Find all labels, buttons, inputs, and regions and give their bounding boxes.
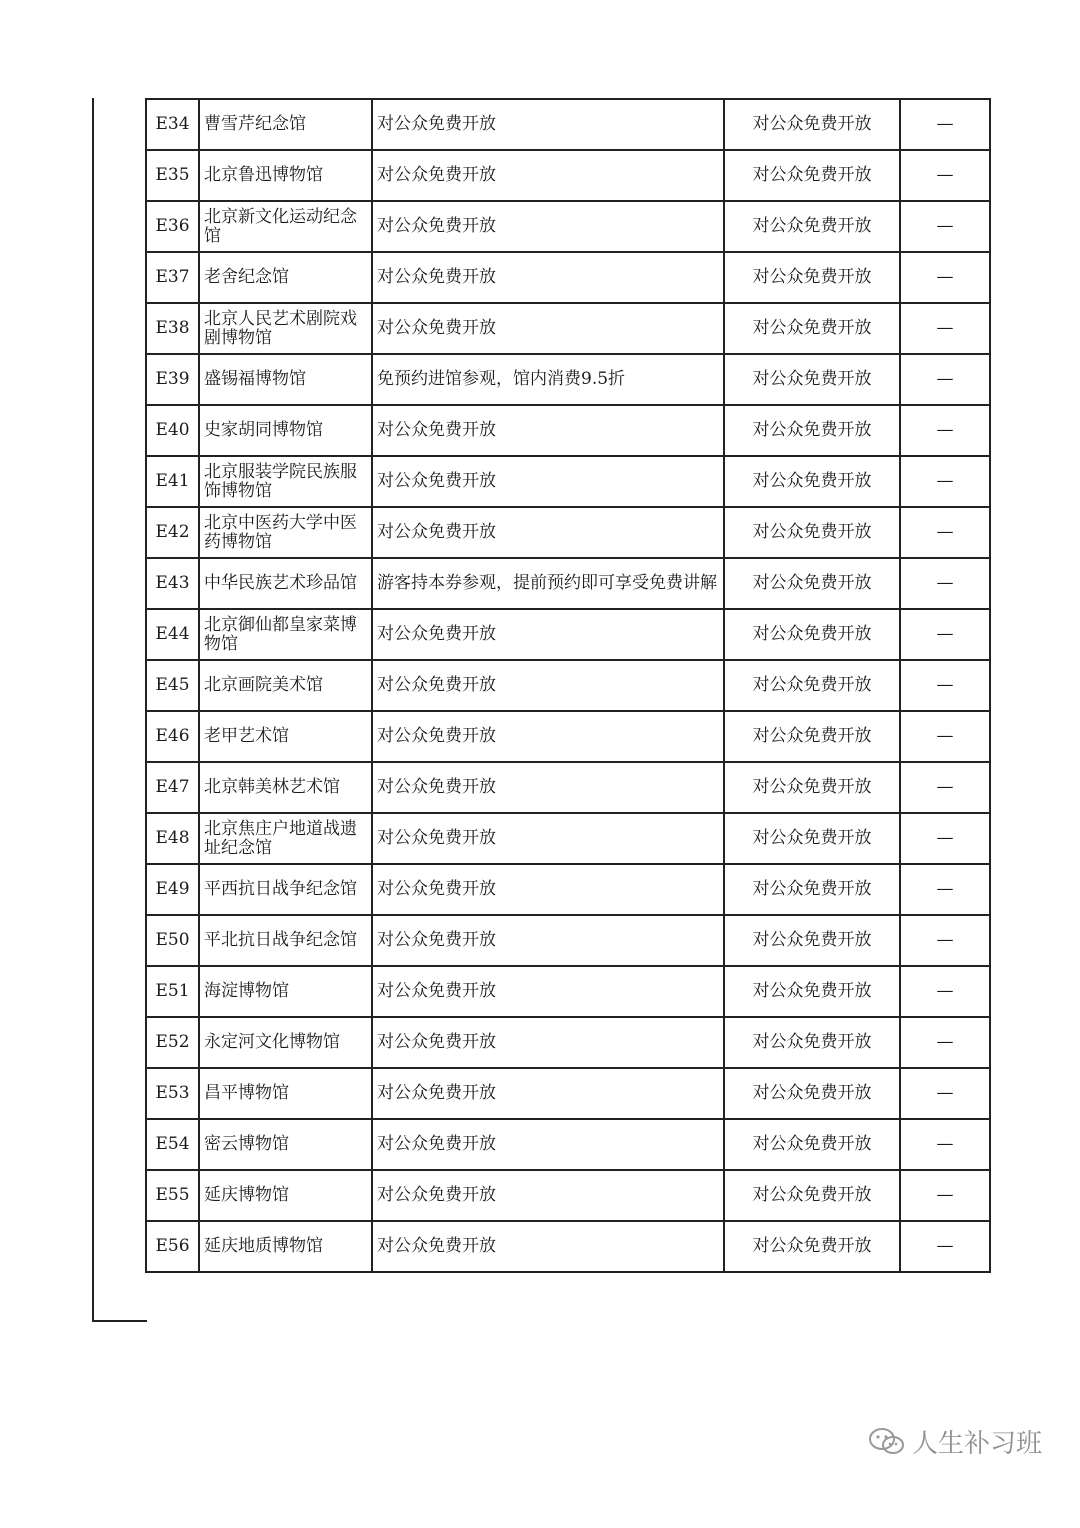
cell-id: E41: [146, 456, 199, 507]
cell-note: —: [900, 1221, 990, 1272]
cell-museum-name: 昌平博物馆: [199, 1068, 372, 1119]
cell-note: —: [900, 507, 990, 558]
cell-policy: 对公众免费开放: [724, 558, 900, 609]
cell-id: E50: [146, 915, 199, 966]
cell-museum-name: 史家胡同博物馆: [199, 405, 372, 456]
cell-offer: 对公众免费开放: [372, 99, 724, 150]
cell-id: E44: [146, 609, 199, 660]
cell-note: —: [900, 1017, 990, 1068]
table-row: [146, 201, 990, 252]
table-row: [146, 762, 990, 813]
cell-policy: 对公众免费开放: [724, 813, 900, 864]
cell-policy: 对公众免费开放: [724, 507, 900, 558]
cell-museum-name: 老舍纪念馆: [199, 252, 372, 303]
cell-policy: 对公众免费开放: [724, 1068, 900, 1119]
cell-note: —: [900, 405, 990, 456]
table-row: [146, 456, 990, 507]
cell-offer: 对公众免费开放: [372, 456, 724, 507]
cell-policy: 对公众免费开放: [724, 1170, 900, 1221]
table-row: [146, 1119, 990, 1170]
cell-note: —: [900, 609, 990, 660]
cell-policy: 对公众免费开放: [724, 762, 900, 813]
cell-policy: 对公众免费开放: [724, 354, 900, 405]
cell-offer: 对公众免费开放: [372, 762, 724, 813]
cell-id: E38: [146, 303, 199, 354]
cell-offer: 对公众免费开放: [372, 1017, 724, 1068]
cell-note: —: [900, 1170, 990, 1221]
cell-policy: 对公众免费开放: [724, 252, 900, 303]
cell-museum-name: 永定河文化博物馆: [199, 1017, 372, 1068]
table-row: [146, 558, 990, 609]
table-row: [146, 660, 990, 711]
cell-note: —: [900, 660, 990, 711]
cell-offer: 游客持本券参观，提前预约即可享受免费讲解: [372, 558, 724, 609]
cell-offer: 对公众免费开放: [372, 609, 724, 660]
cell-museum-name: 盛锡福博物馆: [199, 354, 372, 405]
cell-note: —: [900, 150, 990, 201]
table-row: [146, 966, 990, 1017]
cell-policy: 对公众免费开放: [724, 456, 900, 507]
table-row: [146, 1017, 990, 1068]
cell-museum-name: 密云博物馆: [199, 1119, 372, 1170]
cell-id: E56: [146, 1221, 199, 1272]
cell-policy: 对公众免费开放: [724, 609, 900, 660]
cell-museum-name: 北京服装学院民族服饰博物馆: [199, 456, 372, 507]
cell-museum-name: 延庆博物馆: [199, 1170, 372, 1221]
cell-note: —: [900, 303, 990, 354]
cell-note: —: [900, 711, 990, 762]
cell-note: —: [900, 99, 990, 150]
cell-id: E43: [146, 558, 199, 609]
cell-note: —: [900, 966, 990, 1017]
cell-policy: 对公众免费开放: [724, 303, 900, 354]
cell-museum-name: 北京画院美术馆: [199, 660, 372, 711]
cell-policy: 对公众免费开放: [724, 711, 900, 762]
cell-id: E45: [146, 660, 199, 711]
table-row: [146, 864, 990, 915]
table-row: [146, 1170, 990, 1221]
cell-note: —: [900, 1068, 990, 1119]
cell-museum-name: 中华民族艺术珍品馆: [199, 558, 372, 609]
cell-museum-name: 海淀博物馆: [199, 966, 372, 1017]
cell-museum-name: 曹雪芹纪念馆: [199, 99, 372, 150]
table-row: [146, 915, 990, 966]
table-row: [146, 252, 990, 303]
cell-museum-name: 延庆地质博物馆: [199, 1221, 372, 1272]
cell-id: E35: [146, 150, 199, 201]
cell-id: E39: [146, 354, 199, 405]
table-row: [146, 99, 990, 150]
watermark-text: 人生补习班: [912, 1429, 1043, 1459]
table-row: [146, 711, 990, 762]
cell-id: E52: [146, 1017, 199, 1068]
cell-offer: 对公众免费开放: [372, 660, 724, 711]
cell-note: —: [900, 915, 990, 966]
cell-policy: 对公众免费开放: [724, 99, 900, 150]
table-row: [146, 354, 990, 405]
cell-museum-name: 平西抗日战争纪念馆: [199, 864, 372, 915]
cell-museum-name: 北京鲁迅博物馆: [199, 150, 372, 201]
table-body: [146, 99, 990, 1272]
table-row: [146, 405, 990, 456]
cell-id: E46: [146, 711, 199, 762]
cell-policy: 对公众免费开放: [724, 1221, 900, 1272]
cell-museum-name: 北京韩美林艺术馆: [199, 762, 372, 813]
cell-offer: 对公众免费开放: [372, 711, 724, 762]
cell-policy: 对公众免费开放: [724, 1017, 900, 1068]
cell-museum-name: 北京御仙都皇家菜博物馆: [199, 609, 372, 660]
cell-id: E49: [146, 864, 199, 915]
category-column: [92, 98, 147, 1322]
cell-note: —: [900, 813, 990, 864]
museum-table: [145, 98, 991, 1273]
cell-museum-name: 北京焦庄户地道战遗址纪念馆: [199, 813, 372, 864]
cell-offer: 对公众免费开放: [372, 915, 724, 966]
cell-policy: 对公众免费开放: [724, 201, 900, 252]
table-row: [146, 507, 990, 558]
cell-id: E48: [146, 813, 199, 864]
cell-policy: 对公众免费开放: [724, 915, 900, 966]
cell-offer: 对公众免费开放: [372, 1221, 724, 1272]
cell-id: E53: [146, 1068, 199, 1119]
cell-museum-name: 北京中医药大学中医药博物馆: [199, 507, 372, 558]
cell-id: E36: [146, 201, 199, 252]
cell-policy: 对公众免费开放: [724, 1119, 900, 1170]
cell-id: E37: [146, 252, 199, 303]
cell-offer: 对公众免费开放: [372, 201, 724, 252]
cell-offer: 对公众免费开放: [372, 252, 724, 303]
watermark: [868, 1423, 1042, 1460]
cell-offer: 对公众免费开放: [372, 1170, 724, 1221]
cell-offer: 对公众免费开放: [372, 966, 724, 1017]
cell-offer: 对公众免费开放: [372, 864, 724, 915]
cell-id: E42: [146, 507, 199, 558]
cell-museum-name: 北京新文化运动纪念馆: [199, 201, 372, 252]
cell-id: E55: [146, 1170, 199, 1221]
wechat-icon: [868, 1427, 906, 1457]
cell-offer: 对公众免费开放: [372, 813, 724, 864]
cell-note: —: [900, 354, 990, 405]
cell-offer: 免预约进馆参观，馆内消费9.5折: [372, 354, 724, 405]
cell-museum-name: 平北抗日战争纪念馆: [199, 915, 372, 966]
cell-offer: 对公众免费开放: [372, 303, 724, 354]
cell-note: —: [900, 1119, 990, 1170]
cell-note: —: [900, 201, 990, 252]
cell-offer: 对公众免费开放: [372, 1119, 724, 1170]
table-row: [146, 609, 990, 660]
cell-note: —: [900, 456, 990, 507]
cell-note: —: [900, 252, 990, 303]
cell-policy: 对公众免费开放: [724, 150, 900, 201]
table-row: [146, 1068, 990, 1119]
cell-policy: 对公众免费开放: [724, 660, 900, 711]
table-row: [146, 303, 990, 354]
cell-policy: 对公众免费开放: [724, 864, 900, 915]
cell-offer: 对公众免费开放: [372, 150, 724, 201]
cell-policy: 对公众免费开放: [724, 405, 900, 456]
cell-museum-name: 老甲艺术馆: [199, 711, 372, 762]
cell-id: E47: [146, 762, 199, 813]
table-row: [146, 1221, 990, 1272]
cell-offer: 对公众免费开放: [372, 1068, 724, 1119]
cell-museum-name: 北京人民艺术剧院戏剧博物馆: [199, 303, 372, 354]
cell-id: E34: [146, 99, 199, 150]
cell-policy: 对公众免费开放: [724, 966, 900, 1017]
table-row: [146, 813, 990, 864]
cell-note: —: [900, 762, 990, 813]
cell-offer: 对公众免费开放: [372, 507, 724, 558]
cell-note: —: [900, 864, 990, 915]
cell-offer: 对公众免费开放: [372, 405, 724, 456]
cell-id: E40: [146, 405, 199, 456]
cell-id: E54: [146, 1119, 199, 1170]
table-row: [146, 150, 990, 201]
cell-note: —: [900, 558, 990, 609]
cell-id: E51: [146, 966, 199, 1017]
